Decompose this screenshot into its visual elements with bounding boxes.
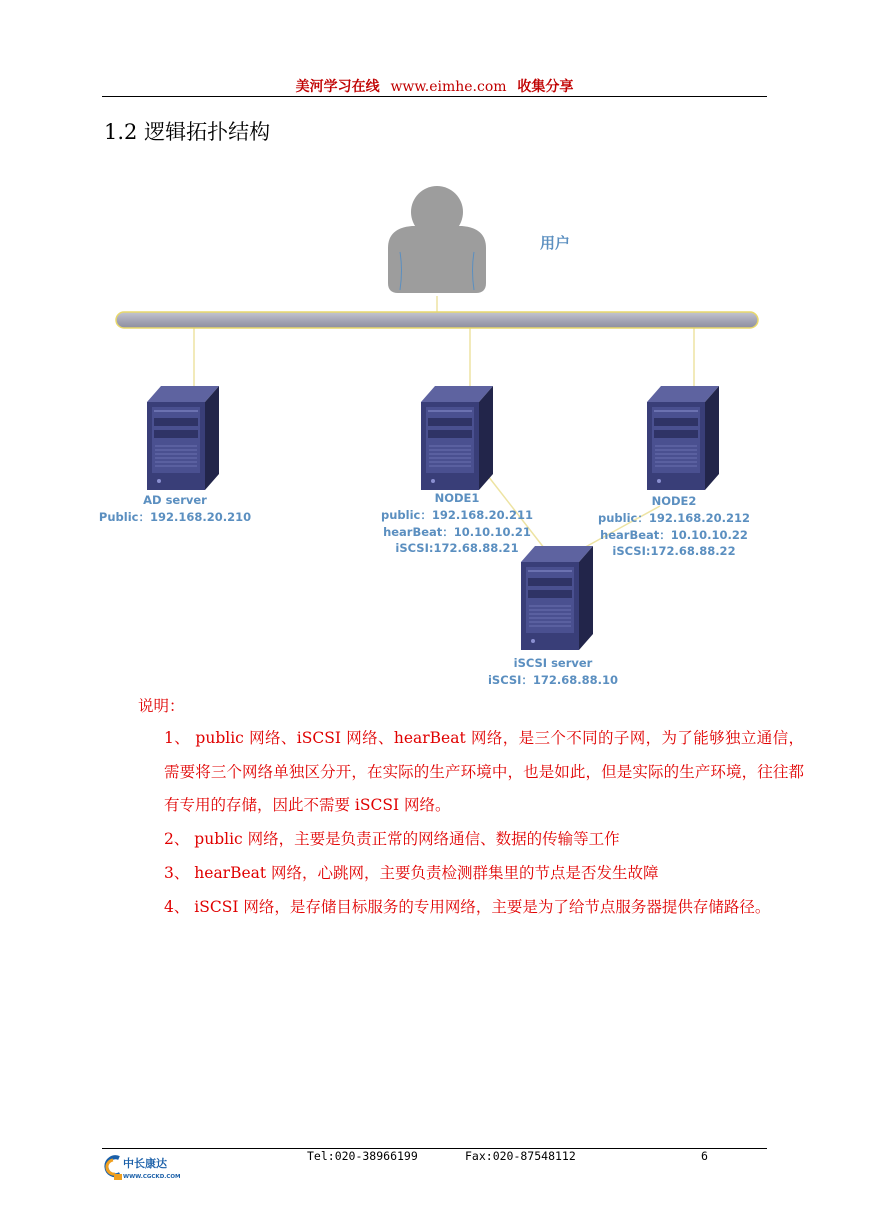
node1-iscsi: iSCSI:172.68.88.21 [395,541,519,555]
node2-iscsi: iSCSI:172.68.88.22 [612,544,736,558]
node1-name: NODE1 [434,491,480,505]
header-tagline: 收集分享 [517,79,574,95]
company-logo-name: 中长康达 [123,1157,167,1170]
footer-divider [102,1148,767,1149]
notes-title: 说明： [138,697,185,715]
node2-name: NODE2 [651,494,697,508]
iscsi-server-address: iSCSI：172.68.88.10 [487,673,619,687]
header-url[interactable]: www.eimhe.com [390,79,507,95]
network-bus [116,312,758,328]
node2-heartbeat: hearBeat：10.10.10.22 [600,528,748,542]
ad-server-icon [147,386,219,490]
ad-server-public: Public：192.168.20.210 [98,510,252,524]
company-logo-icon [103,1154,125,1184]
iscsi-server-icon [521,546,593,650]
user-label: 用户 [540,234,571,252]
note-item-4: 4、 iSCSI 网络，是存储目标服务的专用网络，主要是为了给节点服务器提供存储路径。 [164,898,771,916]
iscsi-server-name: iSCSI server [513,656,593,670]
node1-server-icon [421,386,493,490]
node2-public: public：192.168.20.212 [598,511,750,525]
note-item-2: 2、 public 网络，主要是负责正常的网络通信、数据的传输等工作 [164,830,620,848]
node1-public: public：192.168.20.211 [381,508,533,522]
footer-fax: Fax:020-87548112 [465,1149,576,1163]
note-item-3: 3、 hearBeat 网络，心跳网，主要负责检测群集里的节点是否发生故障 [164,864,659,882]
node1-heartbeat: hearBeat：10.10.10.21 [383,525,531,539]
node2-server-icon [647,386,719,490]
company-logo-site: WWW.CGCKD.COM [123,1174,181,1180]
ad-server-name: AD server [143,493,207,507]
user-silhouette-icon [388,186,486,293]
section-title: 1.2 逻辑拓扑结构 [104,120,271,144]
page-number: 6 [701,1149,708,1163]
footer-tel: Tel:020-38966199 [307,1149,418,1163]
note-item-1: 1、 public 网络、iSCSI 网络、hearBeat 网络，是三个不同的子网，为了能够独立通信，需要将三个网络单独区分开，在实际的生产环境中，也是如此，但是实际的生产环境，往往都有专用的存储，因此不需要 iSCSI 网络。 [164,729,804,814]
header-site-name: 美河学习在线 [295,79,380,95]
